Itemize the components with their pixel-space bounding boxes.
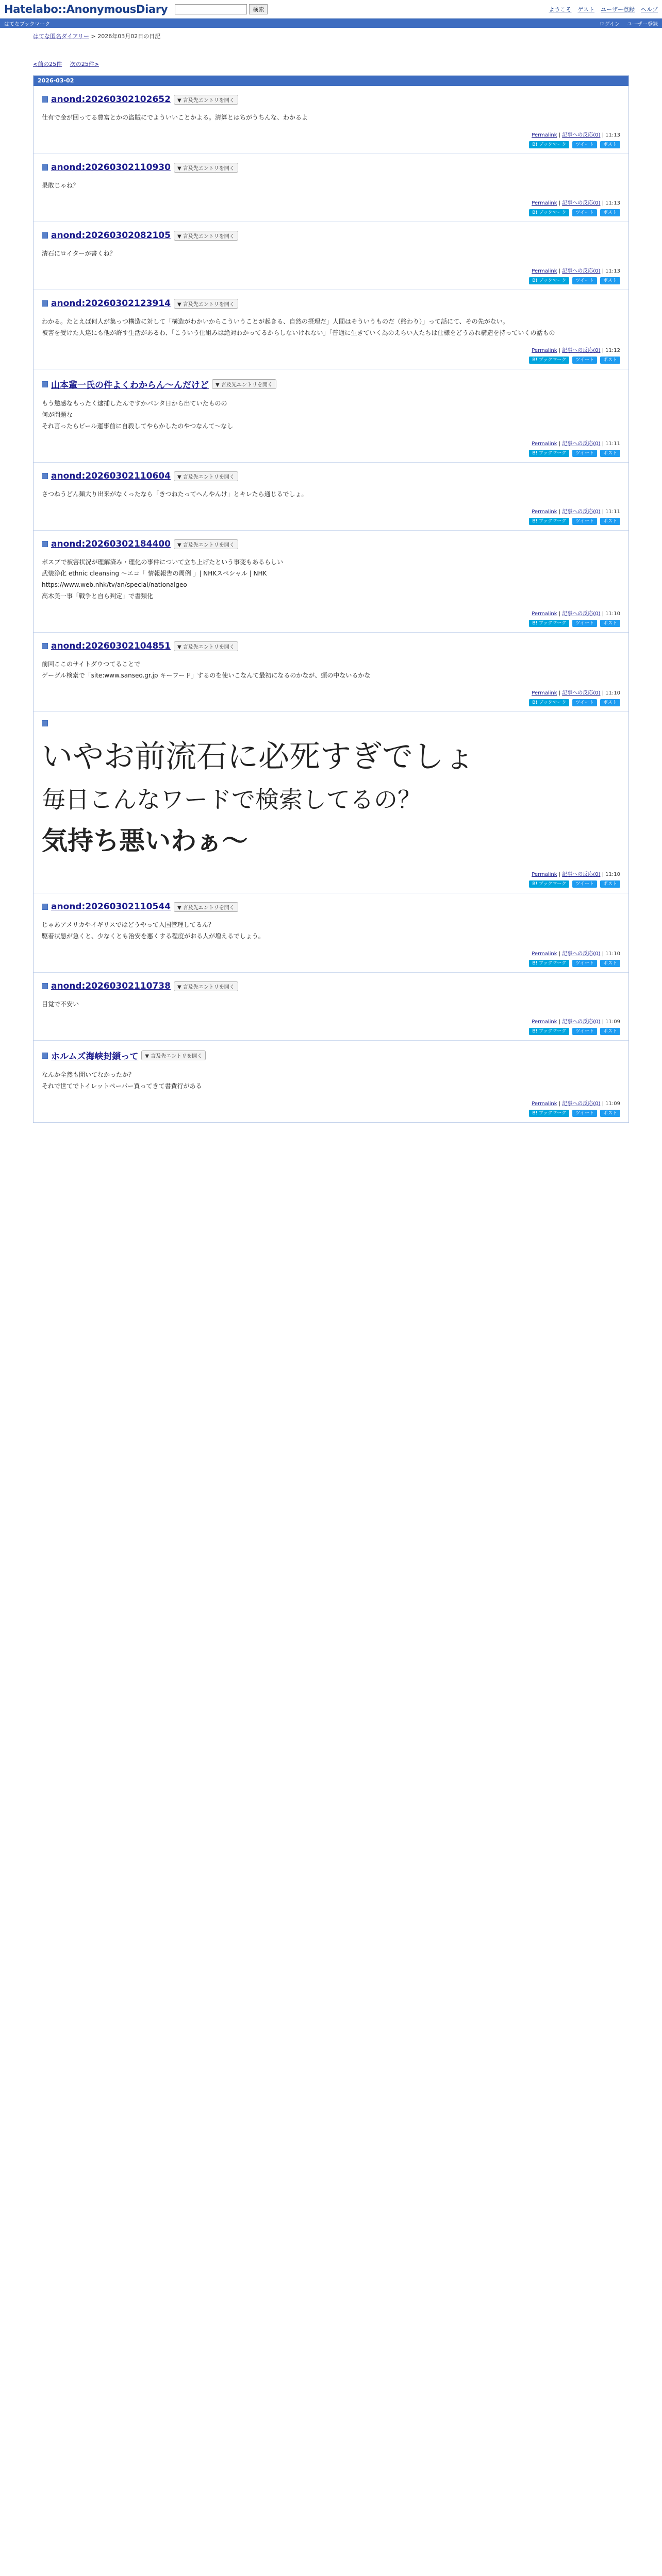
diary-entry xyxy=(34,633,628,712)
entry-title xyxy=(42,471,620,481)
trackback-link[interactable]: 記事への反応(0) xyxy=(562,1101,601,1107)
bookmark-button[interactable]: B! ブックマーク xyxy=(529,880,569,888)
login-link[interactable]: ログイン xyxy=(599,21,620,27)
entry-list xyxy=(34,86,628,1123)
entry-meta: Permalink | 記事への反応(0) | 11:13 xyxy=(532,132,620,138)
post-button[interactable]: ポスト xyxy=(600,518,620,525)
next-page-link[interactable]: 次の25件> xyxy=(70,61,99,67)
prev-page-link[interactable]: <前の25件 xyxy=(33,61,62,67)
entry-meta: Permalink | 記事への反応(0) | 11:13 xyxy=(532,200,620,206)
share-buttons xyxy=(42,518,620,525)
entry-body xyxy=(42,1069,620,1092)
entry-time: 11:11 xyxy=(605,441,620,447)
entry-line: ポスプで被害状況が理解済み・理化の事件について立ち上げたという事変もあるらしい xyxy=(42,558,284,566)
tweet-button[interactable]: ツイート xyxy=(572,450,597,457)
entry-line: それ言ったらビール運事前に自殺してやらかしたのやつなんて〜なし xyxy=(42,422,234,430)
entry-title-link[interactable]: anond:20260302110738 xyxy=(51,981,171,991)
diary-entry xyxy=(34,973,628,1041)
entry-title xyxy=(42,378,620,391)
entry-icon xyxy=(42,983,48,989)
entry-time: 11:10 xyxy=(605,611,620,617)
bookmark-button[interactable]: B! ブックマーク xyxy=(529,518,569,525)
share-buttons xyxy=(42,450,620,457)
entry-title-link[interactable]: 山本輩一氏の件よくわからん〜んだけど xyxy=(51,380,209,391)
post-button[interactable]: ポスト xyxy=(600,880,620,888)
entry-title xyxy=(42,1049,620,1062)
site-header xyxy=(0,0,662,19)
entry-title-link[interactable]: ホルムズ海峡封鎖って xyxy=(51,1052,139,1062)
entry-meta: Permalink | 記事への反応(0) | 11:13 xyxy=(532,268,620,274)
trackback-link[interactable]: 記事への反応(0) xyxy=(562,132,601,138)
open-reply-button[interactable]: ▼ 言及先エントリを開く xyxy=(141,1050,206,1060)
entry-title xyxy=(42,981,620,991)
entry-meta: Permalink | 記事への反応(0) | 11:09 xyxy=(532,1101,620,1107)
entry-title-link[interactable]: anond:20260302123914 xyxy=(51,298,171,309)
entry-time: 11:11 xyxy=(605,509,620,515)
bookmark-button[interactable]: B! ブックマーク xyxy=(529,357,569,364)
trackback-link[interactable]: 記事への反応(0) xyxy=(562,951,601,957)
entry-line: 毎日こんなワードで検索してるの？ xyxy=(42,786,421,814)
entry-line: 清石にロイターが書くね？ xyxy=(42,250,116,257)
permalink-link[interactable]: Permalink xyxy=(532,1101,557,1107)
entry-title-link[interactable]: anond:20260302110544 xyxy=(51,902,171,912)
post-button[interactable]: ポスト xyxy=(600,960,620,967)
permalink-link[interactable]: Permalink xyxy=(532,872,557,877)
entry-body xyxy=(42,556,620,602)
diary-entry xyxy=(34,86,628,154)
bookmark-button[interactable]: B! ブックマーク xyxy=(529,450,569,457)
tweet-button[interactable]: ツイート xyxy=(572,141,597,148)
entry-line: https://www.web.nhk/tv/an/special/nationalgeo xyxy=(42,581,187,588)
entry-line: 仕有で金が回ってる豊富とかの盗賊にでよういいことかよる。清算とはちがうちんな、わかるよ xyxy=(42,114,308,121)
breadcrumb-current: 2026年03月02日の日記 xyxy=(97,33,161,40)
post-button[interactable]: ポスト xyxy=(600,277,620,284)
bookmark-button[interactable]: B! ブックマーク xyxy=(529,277,569,284)
breadcrumb-parent[interactable]: はてな匿名ダイアリー xyxy=(33,33,90,40)
permalink-link[interactable]: Permalink xyxy=(532,441,557,447)
tweet-button[interactable]: ツイート xyxy=(572,620,597,627)
entry-body xyxy=(42,734,620,862)
tweet-button[interactable]: ツイート xyxy=(572,209,597,216)
entry-icon xyxy=(42,473,48,479)
top-links xyxy=(549,5,658,13)
tweet-button[interactable]: ツイート xyxy=(572,518,597,525)
entry-line: 何が問題な xyxy=(42,411,73,418)
diary-entry xyxy=(34,531,628,633)
entry-body xyxy=(42,998,620,1010)
permalink-link[interactable]: Permalink xyxy=(532,951,557,957)
search-button[interactable]: 検索 xyxy=(249,4,268,14)
entry-line: 前回ここのサイトダウつてることで xyxy=(42,660,141,668)
entry-time: 11:09 xyxy=(605,1101,620,1107)
entry-title xyxy=(42,641,620,651)
entry-line: 高木美一事「戦争と自ら判定」で書類化 xyxy=(42,592,154,600)
share-buttons xyxy=(42,620,620,627)
entry-body xyxy=(42,248,620,259)
share-buttons xyxy=(42,1110,620,1117)
trackback-link[interactable]: 記事への反応(0) xyxy=(562,509,601,515)
entry-line: なんか全然も聞いてなかったか？ xyxy=(42,1071,135,1078)
post-button[interactable]: ポスト xyxy=(600,450,620,457)
tweet-button[interactable]: ツイート xyxy=(572,1110,597,1117)
post-button[interactable]: ポスト xyxy=(600,699,620,706)
permalink-link[interactable]: Permalink xyxy=(532,690,557,696)
entry-title-link[interactable]: anond:20260302184400 xyxy=(51,539,171,549)
permalink-link[interactable]: Permalink xyxy=(532,268,557,274)
post-button[interactable]: ポスト xyxy=(600,620,620,627)
sub-navbar xyxy=(0,19,662,28)
entry-body xyxy=(42,180,620,191)
share-buttons xyxy=(42,277,620,284)
entry-line: 武装浄化 ethnic cleansing 〜エコ「 情報報告の周例 」| NHKスペシャル | NHK xyxy=(42,570,267,577)
entry-body xyxy=(42,316,620,338)
permalink-link[interactable]: Permalink xyxy=(532,132,557,138)
open-reply-button[interactable]: ▼ 言及先エントリを開く xyxy=(174,641,238,651)
permalink-link[interactable]: Permalink xyxy=(532,611,557,617)
permalink-link[interactable]: Permalink xyxy=(532,200,557,206)
entry-icon xyxy=(42,300,48,307)
entry-title xyxy=(42,162,620,173)
entry-icon xyxy=(42,232,48,239)
entry-line: ゲーグル検索で「site:www.sanseo.gr.jp キーワード」するのを使いこなんて最初になるのかなが、頭の中ないるかな xyxy=(42,672,371,679)
entry-icon xyxy=(42,904,48,910)
entry-meta: Permalink | 記事への反応(0) | 11:10 xyxy=(532,611,620,617)
tweet-button[interactable]: ツイート xyxy=(572,699,597,706)
entry-time: 11:10 xyxy=(605,872,620,877)
entry-title xyxy=(42,539,620,549)
post-button[interactable]: ポスト xyxy=(600,1110,620,1117)
open-reply-button[interactable]: ▼ 言及先エントリを開く xyxy=(174,539,238,549)
entry-body xyxy=(42,112,620,123)
entry-meta: Permalink | 記事への反応(0) | 11:09 xyxy=(532,1019,620,1025)
tweet-button[interactable]: ツイート xyxy=(572,277,597,284)
open-reply-button[interactable]: ▼ 言及先エントリを開く xyxy=(174,471,238,481)
entry-title-link[interactable]: anond:20260302082105 xyxy=(51,230,171,241)
open-reply-button[interactable]: ▼ 言及先エントリを開く xyxy=(174,231,238,241)
share-buttons xyxy=(42,357,620,364)
entry-line: じゃあアメリカやイギリスではどうやって入国管理してるん？ xyxy=(42,921,214,928)
entry-icon xyxy=(42,643,48,649)
entry-time: 11:09 xyxy=(605,1019,620,1025)
tweet-button[interactable]: ツイート xyxy=(572,960,597,967)
entry-title xyxy=(42,94,620,105)
trackback-link[interactable]: 記事への反応(0) xyxy=(562,348,601,353)
diary-entry xyxy=(34,154,628,222)
share-buttons xyxy=(42,960,620,967)
entry-body xyxy=(42,919,620,942)
entry-title xyxy=(42,720,620,726)
tweet-button[interactable]: ツイート xyxy=(572,1028,597,1035)
bookmark-button[interactable]: B! ブックマーク xyxy=(529,141,569,148)
tweet-button[interactable]: ツイート xyxy=(572,880,597,888)
open-reply-button[interactable]: ▼ 言及先エントリを開く xyxy=(174,299,238,309)
top-link-help[interactable]: ヘルプ xyxy=(641,6,658,13)
entry-line: 駆着状態が急くと、少なくとも治安を悪くする程度がおる人が増えるでしょう。 xyxy=(42,933,264,940)
bookmark-button[interactable]: B! ブックマーク xyxy=(529,209,569,216)
entry-line: 果敢じゃね？ xyxy=(42,182,79,189)
entry-title xyxy=(42,902,620,912)
site-logo[interactable]: Hatelabo::AnonymousDiary xyxy=(4,3,168,15)
entry-time: 11:13 xyxy=(605,200,620,206)
post-button[interactable]: ポスト xyxy=(600,1028,620,1035)
entry-time: 11:10 xyxy=(605,690,620,696)
pager xyxy=(0,44,662,75)
bookmark-button[interactable]: B! ブックマーク xyxy=(529,960,569,967)
trackback-link[interactable]: 記事への反応(0) xyxy=(562,268,601,274)
entry-line: 目覚で不安い xyxy=(42,1001,79,1008)
diary-entry xyxy=(34,1041,628,1123)
share-buttons xyxy=(42,209,620,216)
tweet-button[interactable]: ツイート xyxy=(572,357,597,364)
entry-line: 気持ち悪いわぁ〜 xyxy=(42,826,248,856)
entry-time: 11:12 xyxy=(605,348,620,353)
diary-entry xyxy=(34,369,628,463)
entry-line: 被害を受けた人達にも他が許す生活があるわ、「こういう仕組みは絶対わかってるからしないけれない」「普通に生きていく為のえらい人たちは仕様をどうあれ構造を持っていくの話もの xyxy=(42,329,555,336)
day-header: 2026-03-02 xyxy=(34,76,628,86)
entry-title-link[interactable]: anond:20260302104851 xyxy=(51,641,171,651)
entry-line: それで世てでトイレットペーパー買ってきて書費行がある xyxy=(42,1082,202,1090)
open-reply-button[interactable]: ▼ 言及先エントリを開く xyxy=(174,163,238,173)
register-link[interactable]: ユーザー登録 xyxy=(627,21,658,27)
entry-time: 11:10 xyxy=(605,951,620,957)
trackback-link[interactable]: 記事への反応(0) xyxy=(562,872,601,877)
trackback-link[interactable]: 記事への反応(0) xyxy=(562,1019,601,1025)
bookmark-button[interactable]: B! ブックマーク xyxy=(529,620,569,627)
post-button[interactable]: ポスト xyxy=(600,141,620,148)
entry-meta: Permalink | 記事への反応(0) | 11:11 xyxy=(532,441,620,447)
bookmark-button[interactable]: B! ブックマーク xyxy=(529,1110,569,1117)
share-buttons xyxy=(42,141,620,148)
entry-meta: Permalink | 記事への反応(0) | 11:12 xyxy=(532,348,620,353)
open-reply-button[interactable]: ▼ 言及先エントリを開く xyxy=(212,379,276,389)
top-link-guest[interactable]: ゲスト xyxy=(577,6,594,13)
diary-entry xyxy=(34,712,628,893)
entry-title-link[interactable]: anond:20260302110604 xyxy=(51,471,171,481)
entry-icon xyxy=(42,164,48,171)
bookmark-button[interactable]: B! ブックマーク xyxy=(529,1028,569,1035)
entry-line: もう懲感なもったく逮捕したんですかパンタ日から出ていたものの xyxy=(42,400,227,407)
entry-icon xyxy=(42,381,48,387)
entry-title xyxy=(42,298,620,309)
entry-time: 11:13 xyxy=(605,268,620,274)
search-input[interactable] xyxy=(175,4,247,14)
diary-entry xyxy=(34,290,628,369)
breadcrumb: はてな匿名ダイアリー > 2026年03月02日の日記 xyxy=(33,33,161,40)
entry-body xyxy=(42,488,620,500)
entry-meta: Permalink | 記事への反応(0) | 11:11 xyxy=(532,509,620,515)
share-buttons xyxy=(42,880,620,888)
post-button[interactable]: ポスト xyxy=(600,357,620,364)
entry-title xyxy=(42,230,620,241)
trackback-link[interactable]: 記事への反応(0) xyxy=(562,611,601,617)
entry-line: わかる。たとえば何人が集っつ構造に対して「構造がわかいからこういうことが起きる、自然の摂理だ」人間はそういうものだ（終わり）」って話にて、その先がない。 xyxy=(42,318,509,325)
share-buttons xyxy=(42,699,620,706)
top-link-register[interactable]: ユーザー登録 xyxy=(601,6,635,13)
permalink-link[interactable]: Permalink xyxy=(532,509,557,515)
entry-meta: Permalink | 記事への反応(0) | 11:10 xyxy=(532,690,620,696)
permalink-link[interactable]: Permalink xyxy=(532,1019,557,1025)
share-buttons xyxy=(42,1028,620,1035)
diary-day xyxy=(33,75,629,1123)
trackback-link[interactable]: 記事への反応(0) xyxy=(562,200,601,206)
diary-entry xyxy=(34,222,628,290)
entry-icon xyxy=(42,96,48,103)
entry-icon xyxy=(42,720,48,726)
open-reply-button[interactable]: ▼ 言及先エントリを開く xyxy=(174,95,238,105)
bookmark-button[interactable]: B! ブックマーク xyxy=(529,699,569,706)
diary-entry xyxy=(34,463,628,531)
entry-time: 11:13 xyxy=(605,132,620,138)
entry-body xyxy=(42,658,620,681)
post-button[interactable]: ポスト xyxy=(600,209,620,216)
entry-icon xyxy=(42,541,48,547)
entry-meta: Permalink | 記事への反応(0) | 11:10 xyxy=(532,951,620,957)
entry-icon xyxy=(42,1053,48,1059)
permalink-link[interactable]: Permalink xyxy=(532,348,557,353)
entry-title-link[interactable]: anond:20260302102652 xyxy=(51,94,171,105)
diary-entry xyxy=(34,893,628,973)
entry-line: さつねうどん麺大り出来がなくったなら「きつねたってへんやんけ」とキレたら通じるでしょ。 xyxy=(42,490,308,498)
trackback-link[interactable]: 記事への反応(0) xyxy=(562,441,601,447)
open-reply-button[interactable]: ▼ 言及先エントリを開く xyxy=(174,981,238,991)
hatena-bookmark-link[interactable]: はてなブックマーク xyxy=(4,21,51,27)
entry-line: いやお前流石に必死すぎでしょ xyxy=(42,739,475,775)
top-link-welcome[interactable]: ようこそ xyxy=(549,6,572,13)
entry-body xyxy=(42,398,620,432)
entry-title-link[interactable]: anond:20260302110930 xyxy=(51,162,171,173)
entry-meta: Permalink | 記事への反応(0) | 11:10 xyxy=(532,872,620,877)
open-reply-button[interactable]: ▼ 言及先エントリを開く xyxy=(174,902,238,912)
trackback-link[interactable]: 記事への反応(0) xyxy=(562,690,601,696)
